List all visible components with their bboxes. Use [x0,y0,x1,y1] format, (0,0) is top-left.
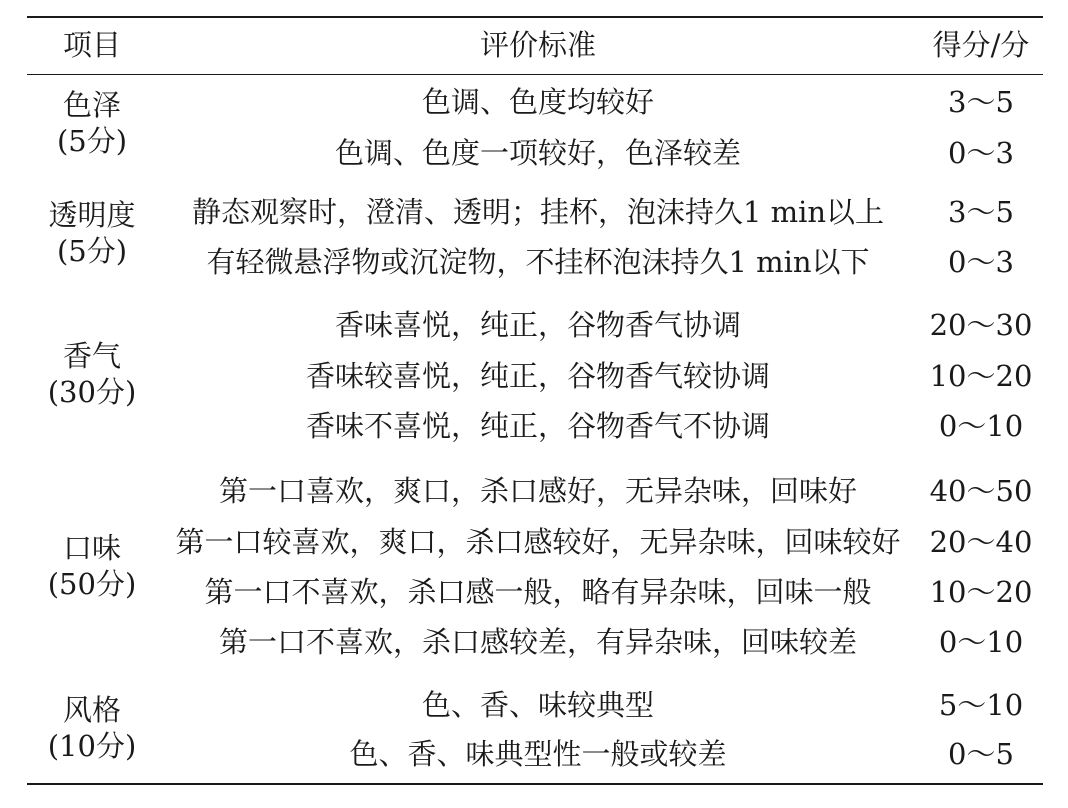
criteria-cell: 静态观察时，澄清、透明；挂杯，泡沫持久1 min以上 [191,195,885,229]
category-style [48,692,137,764]
category-color [57,87,127,159]
header-rule [27,74,1043,75]
table-bottom-rule [27,783,1043,785]
score-cell: 0～10 [938,625,1024,659]
criteria-cell: 第一口不喜欢，杀口感一般，略有异杂味，回味一般 [204,575,872,609]
category-taste [48,530,137,602]
criteria-cell: 香味不喜悦，纯正，谷物香气不协调 [305,409,771,443]
criteria-cell: 有轻微悬浮物或沉淀物，不挂杯泡沫持久1 min以下 [206,245,870,279]
criteria-cell: 色调、色度均较好 [421,85,655,119]
category-points: (5分) [56,124,128,158]
header-item: 项目 [62,28,122,62]
criteria-cell: 色、香、味典型性一般或较差 [349,737,727,771]
category-points: (50分) [47,567,137,601]
criteria-cell: 香味喜悦，纯正，谷物香气协调 [334,308,742,342]
category-points: (30分) [47,375,137,409]
criteria-cell: 色调、色度一项较好，色泽较差 [334,136,742,170]
score-cell: 0～5 [948,737,1014,771]
score-cell: 20～40 [929,525,1033,559]
score-cell: 5～10 [938,688,1024,722]
category-aroma [48,338,137,410]
category-name: 色泽 [62,88,121,122]
category-name: 风格 [62,693,121,727]
score-cell: 0～3 [948,136,1014,170]
header-criteria: 评价标准 [479,28,597,62]
category-name: 口味 [62,531,121,565]
score-cell: 3～5 [948,85,1014,119]
score-cell: 0～3 [948,245,1014,279]
score-cell: 3～5 [948,195,1014,229]
score-cell: 0～10 [938,409,1024,443]
score-cell: 10～20 [929,575,1033,609]
score-cell: 10～20 [929,359,1033,393]
category-points: (5分) [56,234,128,268]
criteria-cell: 第一口较喜欢，爽口，杀口感较好，无异杂味，回味较好 [175,525,901,559]
criteria-cell: 第一口不喜欢，杀口感较差，有异杂味，回味较差 [218,625,858,659]
category-points: (10分) [47,729,137,763]
criteria-cell: 色、香、味较典型 [421,688,655,722]
table-top-rule [27,16,1043,18]
score-cell: 40～50 [929,474,1033,508]
criteria-cell: 香味较喜悦，纯正，谷物香气较协调 [305,359,771,393]
header-score: 得分/分 [932,28,1030,62]
score-cell: 20～30 [929,308,1033,342]
criteria-cell: 第一口喜欢，爽口，杀口感好，无异杂味，回味好 [218,474,858,508]
category-name: 透明度 [48,198,136,232]
category-name: 香气 [62,339,121,373]
category-clarity [48,197,135,269]
